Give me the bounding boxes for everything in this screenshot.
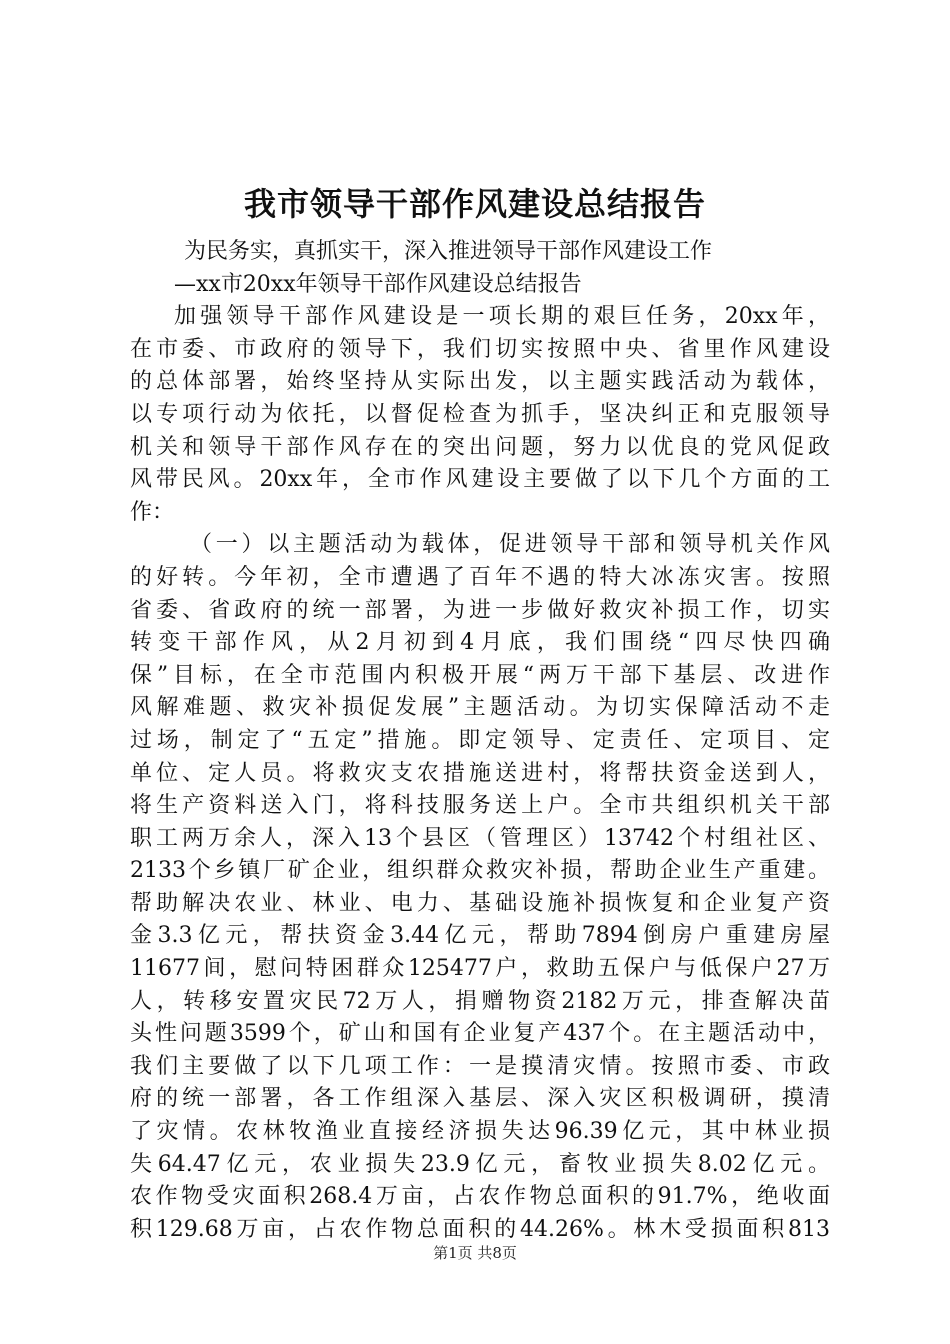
paragraph-line: 省委、省政府的统一部署，为进一步做好救灾补损工作，切实 xyxy=(130,597,830,623)
paragraph-line: 在市委、市政府的领导下，我们切实按照中央、省里作风建设 xyxy=(130,336,830,362)
paragraph-line: 府的统一部署，各工作组深入基层、深入灾区积极调研，摸清 xyxy=(130,1086,830,1112)
paragraph-line: 金3.3亿元，帮扶资金3.44亿元，帮助7894倒房户重建房屋 xyxy=(130,923,830,949)
paragraph-line: 的总体部署，始终坚持从实际出发，以主题实践活动为载体， xyxy=(130,369,830,395)
paragraph-line: 人，转移安置灾民72万人，捐赠物资2182万元，排查解决苗 xyxy=(130,988,830,1014)
paragraph-line: 将生产资料送入门，将科技服务送上户。全市共组织机关干部 xyxy=(130,793,830,819)
paragraph-line: 我们主要做了以下几项工作：一是摸清灾情。按照市委、市政 xyxy=(130,1053,830,1079)
paragraph-line: 加强领导干部作风建设是一项长期的艰巨任务，20xx年， xyxy=(174,304,830,330)
paragraph-line: 以专项行动为依托，以督促检查为抓手，坚决纠正和克服领导 xyxy=(130,401,830,427)
paragraph-line: 的好转。今年初，全市遭遇了百年不遇的特大冰冻灾害。按照 xyxy=(130,564,830,590)
paragraph-line: 风解难题、救灾补损促发展”主题活动。为切实保障活动不走 xyxy=(130,695,830,721)
document-title: 我市领导干部作风建设总结报告 xyxy=(243,185,706,223)
paragraph-line: 2133个乡镇厂矿企业，组织群众救灾补损，帮助企业生产重建。 xyxy=(130,858,830,884)
paragraph-line: 农作物受灾面积268.4万亩，占农作物总面积的91.7%，绝收面 xyxy=(130,1184,830,1210)
paragraph-line: 保”目标，在全市范围内积极开展“两万干部下基层、改进作 xyxy=(130,662,830,688)
paragraph-line: 积129.68万亩，占农作物总面积的44.26%。林木受损面积813 xyxy=(130,1216,830,1242)
paragraph-line: 11677间，慰问特困群众125477户，救助五保户与低保户27万 xyxy=(130,956,830,982)
paragraph-line: 了灾情。农林牧渔业直接经济损失达96.39亿元，其中林业损 xyxy=(130,1119,830,1145)
paragraph-line: 单位、定人员。将救灾支农措施送进村，将帮扶资金送到人， xyxy=(130,760,830,786)
subtitle-line: 为民务实，真抓实干，深入推进领导干部作风建设工作 xyxy=(184,239,713,264)
paragraph-line: 帮助解决农业、林业、电力、基础设施补损恢复和企业复产资 xyxy=(130,890,830,916)
paragraph-line: 过场，制定了“五定”措施。即定领导、定责任、定项目、定 xyxy=(130,727,830,753)
paragraph-line: 风带民风。20xx年，全市作风建设主要做了以下几个方面的工 xyxy=(130,467,830,493)
document-body xyxy=(130,236,830,1246)
paragraph-line: 转变干部作风，从2月初到4月底，我们围绕“四尽快四确 xyxy=(130,630,830,656)
paragraph-line: （一）以主题活动为载体，促进领导干部和领导机关作风 xyxy=(190,532,830,558)
subtitle-line: —xx市20xx年领导干部作风建设总结报告 xyxy=(174,271,582,297)
paragraph-line: 职工两万余人，深入13个县区（管理区）13742个村组社区、 xyxy=(130,825,830,851)
page-footer: 第1页 共8页 xyxy=(433,1244,517,1262)
paragraph-line: 机关和领导干部作风存在的突出问题，努力以优良的党风促政 xyxy=(130,434,830,460)
paragraph-line: 失64.47亿元，农业损失23.9亿元，畜牧业损失8.02亿元。 xyxy=(130,1151,830,1177)
paragraph-line: 作： xyxy=(130,499,175,525)
paragraph-line: 头性问题3599个，矿山和国有企业复产437个。在主题活动中， xyxy=(130,1021,830,1047)
